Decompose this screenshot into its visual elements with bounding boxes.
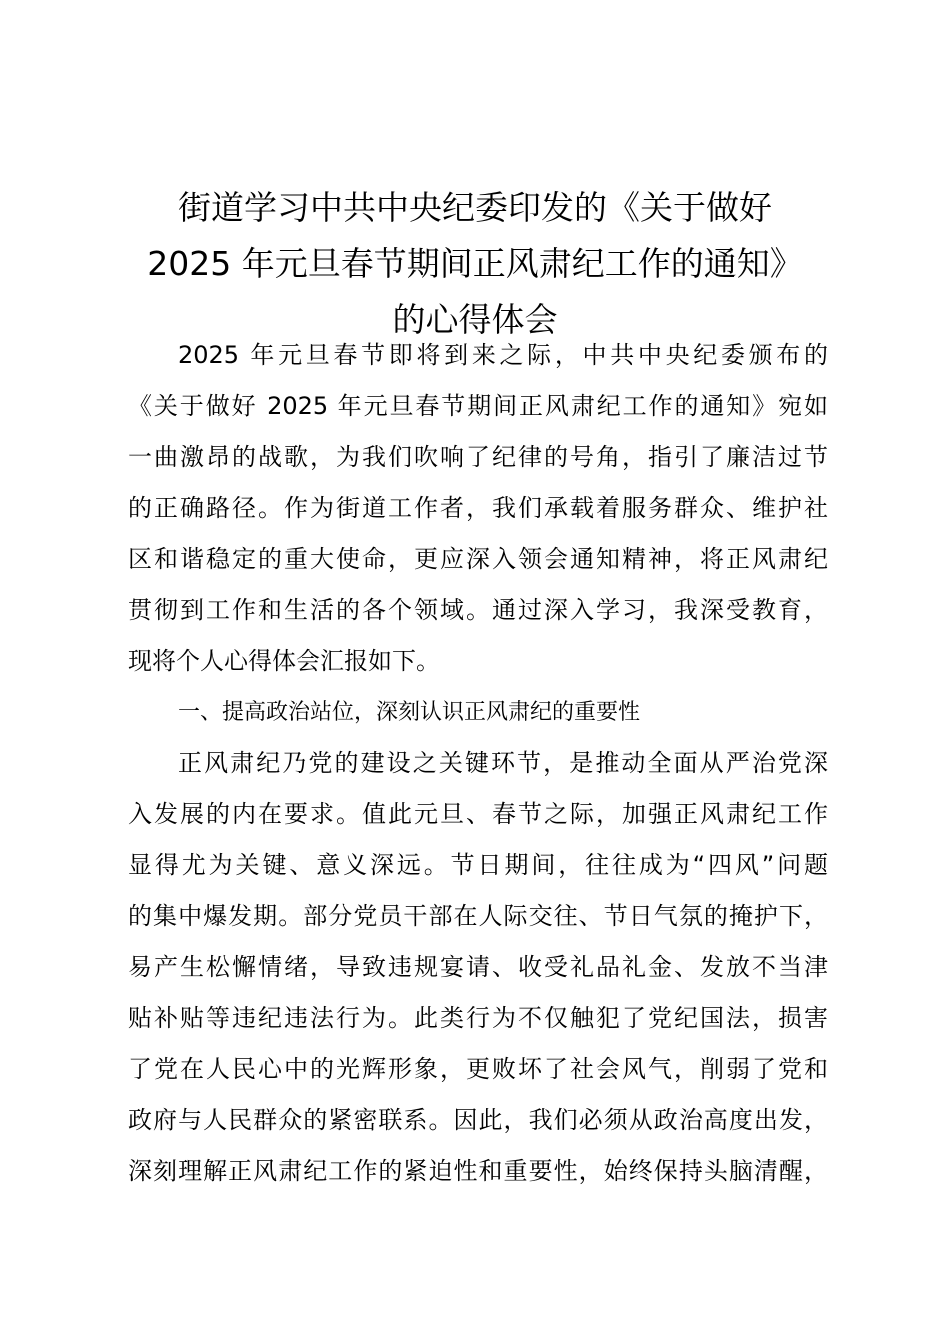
document-title xyxy=(120,180,830,348)
paragraph-line: 现将个人心得体会汇报如下。 xyxy=(128,647,440,675)
paragraph-line: 深刻理解正风肃纪工作的紧迫性和重要性，始终保持头脑清醒， xyxy=(128,1157,828,1185)
paragraph-line: 2025 年元旦春节即将到来之际，中共中央纪委颁布的 xyxy=(178,341,828,369)
paragraph-line: 贯彻到工作和生活的各个领域。通过深入学习，我深受教育， xyxy=(128,596,828,624)
title-line-1: 街道学习中共中央纪委印发的《关于做好 xyxy=(178,188,772,227)
paragraph-1 xyxy=(128,330,828,687)
paragraph-line: 的正确路径。作为街道工作者，我们承载着服务群众、维护社 xyxy=(128,494,828,522)
paragraph-line: 《关于做好 2025 年元旦春节期间正风肃纪工作的通知》宛如 xyxy=(128,392,828,420)
paragraph-line: 正风肃纪乃党的建设之关键环节，是推动全面从严治党深 xyxy=(178,749,828,777)
paragraph-line: 政府与人民群众的紧密联系。因此，我们必须从政治高度出发， xyxy=(128,1106,828,1134)
paragraph-line: 一曲激昂的战歌，为我们吹响了纪律的号角，指引了廉洁过节 xyxy=(128,443,828,471)
document-body xyxy=(128,330,828,1197)
paragraph-line: 了党在人民心中的光辉形象，更败坏了社会风气，削弱了党和 xyxy=(128,1055,828,1083)
paragraph-line: 区和谐稳定的重大使命，更应深入领会通知精神，将正风肃纪 xyxy=(128,545,828,573)
paragraph-line: 入发展的内在要求。值此元旦、春节之际，加强正风肃纪工作 xyxy=(128,800,828,828)
paragraph-line: 的集中爆发期。部分党员干部在人际交往、节日气氛的掩护下， xyxy=(128,902,828,930)
paragraph-line: 贴补贴等违纪违法行为。此类行为不仅触犯了党纪国法，损害 xyxy=(128,1004,828,1032)
title-line-2: 2025 年元旦春节期间正风肃纪工作的通知》 xyxy=(147,244,803,283)
paragraph-line: 显得尤为关键、意义深远。节日期间，往往成为“四风”问题 xyxy=(128,851,828,879)
title-line-3: 的心得体会 xyxy=(392,300,558,339)
paragraph-line: 易产生松懈情绪，导致违规宴请、收受礼品礼金、发放不当津 xyxy=(128,953,828,981)
section-heading-1: 一、提高政治站位，深刻认识正风肃纪的重要性 xyxy=(178,700,641,725)
paragraph-2 xyxy=(128,738,828,1197)
